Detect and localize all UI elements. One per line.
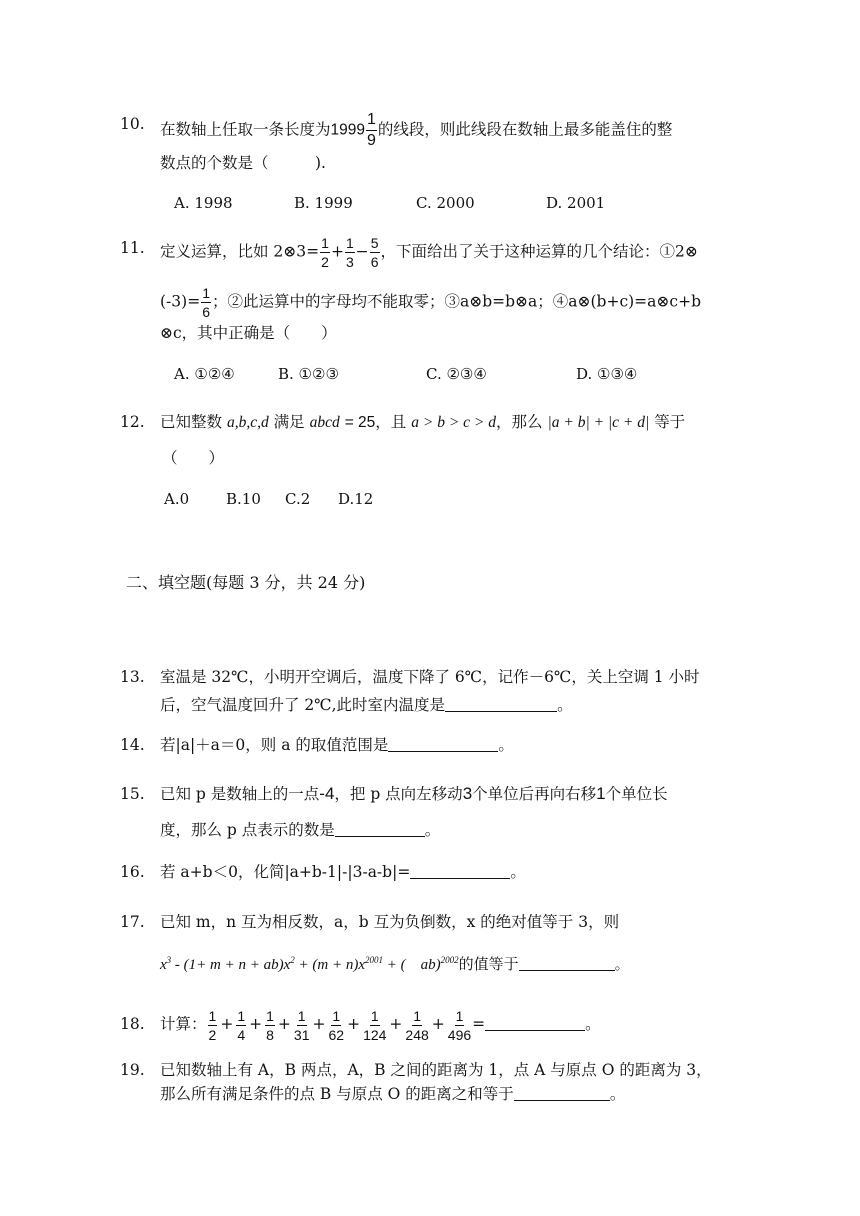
math-expression: - (1+ m + n + ab)x bbox=[171, 957, 291, 973]
denominator: 124 bbox=[363, 1026, 387, 1043]
question-17-expression bbox=[160, 948, 630, 977]
plus-sign: + bbox=[347, 1015, 361, 1033]
plus-sign: + bbox=[389, 1015, 403, 1033]
question-text: 已知数轴上有 A，B 两点，A，B 之间的距离为 1，点 A 与原点 O 的距离为 3， bbox=[160, 1061, 712, 1079]
fraction bbox=[448, 1009, 471, 1042]
math-expression: = 25 bbox=[344, 414, 376, 431]
question-13-line2 bbox=[160, 693, 573, 717]
question-text: 的线段，则此线段在数轴上最多能盖住的整 bbox=[377, 120, 673, 139]
option-d: D. ①③④ bbox=[576, 365, 638, 383]
plus-sign: + bbox=[431, 1015, 445, 1033]
question-19-line2 bbox=[160, 1082, 625, 1106]
question-11-line3: ⊗c，其中正确是（ ） bbox=[160, 324, 337, 342]
answer-blank[interactable] bbox=[335, 820, 425, 837]
exponent: 3 bbox=[166, 955, 172, 965]
math-expression: + (m + n)x bbox=[294, 957, 365, 973]
punctuation: 。 bbox=[614, 957, 630, 973]
question-number: 16. bbox=[120, 863, 145, 881]
option-a: A. ①②④ bbox=[174, 365, 235, 383]
question-number: 18. bbox=[120, 1015, 145, 1033]
fraction bbox=[366, 112, 377, 149]
denominator: 6 bbox=[202, 304, 210, 320]
question-text: 若|a|＋a＝0，则 a 的取值范围是 bbox=[160, 736, 389, 754]
math-variables: a,b,c,d bbox=[226, 414, 269, 431]
question-text: 定义运算，比如 2⊗3= bbox=[160, 242, 320, 261]
numerator: 5 bbox=[370, 235, 379, 251]
plus-sign: + bbox=[277, 1015, 291, 1033]
denominator: 4 bbox=[237, 1026, 246, 1043]
question-10-line2: 数点的个数是（ ). bbox=[160, 154, 326, 172]
plus-sign: + bbox=[312, 1015, 326, 1033]
whole-number: 1999 bbox=[330, 121, 365, 139]
fraction bbox=[236, 1009, 246, 1042]
math-expression: abcd bbox=[309, 414, 340, 431]
question-13 bbox=[120, 665, 700, 689]
math-absolute-expression: |a + b| + |c + d| bbox=[547, 414, 650, 431]
exponent: 2 bbox=[290, 955, 295, 965]
punctuation: 。 bbox=[609, 1085, 626, 1103]
fraction bbox=[363, 1009, 386, 1042]
question-text: ，且 bbox=[375, 413, 407, 431]
answer-blank[interactable] bbox=[445, 695, 557, 712]
question-16 bbox=[120, 860, 526, 884]
option-d: D. 2001 bbox=[546, 194, 606, 212]
exponent: 2001 bbox=[365, 955, 383, 965]
option-b: B.10 bbox=[226, 490, 261, 508]
answer-blank[interactable] bbox=[410, 862, 510, 879]
question-text: ，那么 bbox=[496, 413, 543, 431]
fraction bbox=[265, 1009, 275, 1042]
math-inequality: a > b > c > d bbox=[411, 414, 497, 431]
plus-sign: + bbox=[330, 242, 344, 261]
denominator: 8 bbox=[266, 1026, 274, 1043]
section-heading: 二、填空题(每题 3 分，共 24 分) bbox=[126, 573, 366, 592]
question-text: 那么所有满足条件的点 B 与原点 O 的距离之和等于 bbox=[160, 1085, 514, 1103]
numerator: 1 bbox=[208, 1007, 217, 1024]
punctuation: 。 bbox=[585, 1015, 601, 1033]
option-b: B. 1999 bbox=[294, 194, 353, 212]
fraction bbox=[328, 1009, 344, 1042]
numerator: 1 bbox=[366, 112, 377, 131]
question-number: 17. bbox=[120, 913, 145, 931]
option-d: D.12 bbox=[338, 490, 374, 508]
minus-sign: − bbox=[355, 242, 369, 261]
answer-blank[interactable] bbox=[514, 1084, 610, 1101]
question-18 bbox=[120, 1004, 601, 1044]
numerator: 1 bbox=[345, 235, 354, 251]
option-b: B. ①②③ bbox=[278, 365, 339, 383]
plus-sign: + bbox=[249, 1015, 263, 1033]
question-text: 个单位长 bbox=[605, 785, 668, 803]
denominator: 3 bbox=[345, 254, 354, 270]
question-text: ；②此运算中的字母均不能取零；③a⊗b=b⊗a；④a⊗(b+c)=a⊗c+b bbox=[211, 292, 701, 311]
denominator: 62 bbox=[328, 1026, 345, 1043]
question-19 bbox=[120, 1058, 712, 1082]
question-number: 12. bbox=[120, 413, 145, 431]
question-text: (-3)= bbox=[160, 292, 201, 311]
option-c: C. ②③④ bbox=[426, 365, 487, 383]
question-number: 19. bbox=[120, 1061, 145, 1079]
question-text: 已知整数 bbox=[160, 413, 223, 431]
question-11 bbox=[120, 235, 698, 270]
question-text: 等于 bbox=[654, 413, 686, 431]
numerator: 1 bbox=[297, 1007, 306, 1024]
question-number: 14. bbox=[120, 736, 145, 754]
numerator: 1 bbox=[237, 1007, 246, 1024]
question-text: 的值等于 bbox=[458, 955, 519, 973]
question-text: 度，那么 p 点表示的数是 bbox=[160, 821, 335, 839]
fraction bbox=[208, 1009, 218, 1042]
question-text: 个单位后再向右移 bbox=[472, 785, 597, 803]
plus-sign: + bbox=[220, 1015, 234, 1033]
fraction bbox=[345, 236, 355, 269]
fraction bbox=[405, 1009, 428, 1042]
fraction-sum bbox=[207, 1007, 473, 1043]
answer-blank[interactable] bbox=[485, 1014, 585, 1031]
option-a: A. 1998 bbox=[174, 194, 233, 212]
numerator: 1 bbox=[321, 235, 329, 251]
numerator: 1 bbox=[370, 1007, 379, 1024]
question-number: 11. bbox=[120, 239, 145, 257]
question-number: 10. bbox=[120, 115, 145, 133]
question-15 bbox=[120, 782, 668, 806]
option-a: A.0 bbox=[164, 490, 190, 508]
math-value: -4 bbox=[319, 784, 335, 803]
option-c: C. 2000 bbox=[416, 194, 475, 212]
denominator: 2 bbox=[208, 1026, 217, 1043]
question-text: 满足 bbox=[273, 413, 305, 431]
punctuation: 。 bbox=[510, 863, 526, 881]
question-15-line2 bbox=[160, 818, 440, 842]
denominator: 248 bbox=[405, 1026, 429, 1043]
question-14 bbox=[120, 733, 514, 757]
punctuation: 。 bbox=[424, 821, 441, 839]
math-expression: x bbox=[160, 957, 167, 973]
option-c: C.2 bbox=[285, 490, 311, 508]
question-text: 计算： bbox=[160, 1015, 207, 1033]
question-12 bbox=[120, 410, 686, 435]
denominator: 31 bbox=[293, 1026, 310, 1043]
question-text: 室温是 32℃，小明开空调后，温度下降了 6℃，记作－6℃，关上空调 1 小时 bbox=[160, 668, 700, 686]
fraction bbox=[370, 236, 380, 269]
question-12-line2: （ ） bbox=[162, 449, 225, 467]
question-text: ，把 p 点向左移动 bbox=[334, 785, 463, 803]
question-number: 13. bbox=[120, 668, 145, 686]
fraction bbox=[320, 236, 330, 269]
exponent: 2002 bbox=[440, 955, 459, 965]
equals-sign: = bbox=[472, 1015, 486, 1033]
question-number: 15. bbox=[120, 785, 145, 803]
question-text: 若 a+b＜0，化简|a+b-1|-|3-a-b|= bbox=[160, 863, 411, 881]
answer-blank[interactable] bbox=[519, 954, 615, 971]
math-value: 1 bbox=[596, 784, 606, 803]
question-text: 已知 p 是数轴上的一点 bbox=[160, 785, 320, 803]
numerator: 1 bbox=[202, 285, 210, 301]
punctuation: 。 bbox=[498, 736, 514, 754]
numerator: 1 bbox=[266, 1007, 274, 1024]
punctuation: 。 bbox=[557, 696, 573, 714]
math-value: 3 bbox=[462, 784, 473, 803]
answer-blank[interactable] bbox=[388, 735, 498, 752]
question-11-line2 bbox=[160, 286, 701, 319]
denominator: 9 bbox=[367, 132, 376, 149]
numerator: 1 bbox=[413, 1007, 421, 1024]
numerator: 1 bbox=[332, 1007, 341, 1024]
denominator: 2 bbox=[321, 254, 329, 270]
math-expression: + ( ab) bbox=[383, 957, 441, 973]
question-10 bbox=[120, 111, 673, 149]
denominator: 6 bbox=[370, 254, 379, 270]
question-text: 已知 m，n 互为相反数，a，b 互为负倒数，x 的绝对值等于 3，则 bbox=[160, 913, 620, 931]
question-17 bbox=[120, 910, 620, 934]
fraction bbox=[294, 1009, 310, 1042]
fraction bbox=[201, 286, 211, 319]
numerator: 1 bbox=[455, 1007, 464, 1024]
denominator: 496 bbox=[447, 1026, 472, 1043]
question-text: 后，空气温度回升了 2℃,此时室内温度是 bbox=[160, 696, 446, 714]
question-text: ，下面给出了关于这种运算的几个结论：①2⊗ bbox=[380, 242, 698, 261]
question-text: 在数轴上任取一条长度为 bbox=[160, 120, 331, 139]
